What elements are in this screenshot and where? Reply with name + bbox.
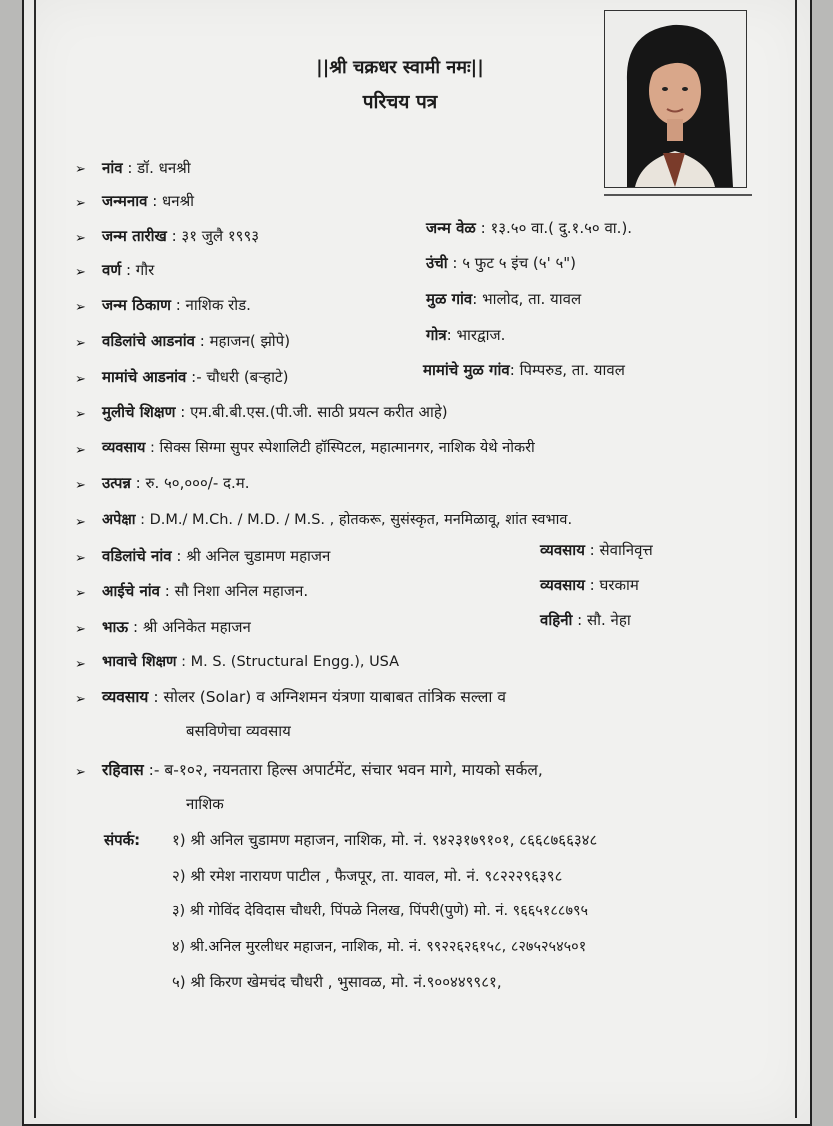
arrow-right-icon: ➢ — [75, 515, 86, 530]
contacts-label: संपर्क: — [104, 831, 141, 849]
detail-value: चौधरी (बऱ्हाटे) — [206, 368, 289, 386]
separator: : — [148, 688, 164, 706]
detail-label: मुलीचे शिक्षण — [102, 403, 176, 421]
arrow-right-icon: ➢ — [75, 443, 86, 458]
detail-value: धनश्री — [162, 192, 195, 210]
arrow-right-icon: ➢ — [75, 336, 86, 351]
right-detail-row — [540, 540, 653, 560]
detail-row — [102, 331, 290, 351]
detail-label: उंची — [426, 254, 448, 272]
business-continuation: बसविणेचा व्यवसाय — [186, 722, 291, 740]
detail-label: वहिनी — [540, 611, 573, 629]
arrow-right-icon: ➢ — [75, 657, 86, 672]
detail-value: १३.५० वा.( दु.१.५० वा.). — [490, 219, 633, 237]
detail-value: श्री अनिकेत महाजन — [142, 618, 251, 636]
detail-label: वर्ण — [102, 261, 122, 279]
right-border-line — [795, 0, 797, 1118]
left-border-line — [34, 0, 36, 1118]
detail-label: जन्म ठिकाण — [102, 296, 171, 314]
detail-label: अपेक्षा — [102, 512, 136, 528]
contact-item: ३) श्री गोविंद देविदास चौधरी, पिंपळे निलख, पिंपरी(पुणे) मो. नं. ९६६५१८८७९५ — [172, 903, 589, 919]
detail-value: घरकाम — [599, 576, 639, 594]
detail-label: वडिलांचे नांव — [102, 547, 172, 565]
detail-label: रहिवास — [102, 761, 144, 779]
detail-row — [102, 473, 249, 493]
separator: : — [176, 654, 191, 670]
detail-row — [102, 367, 288, 387]
detail-value: डॉ. धनश्री — [137, 159, 191, 177]
detail-value: सोलर (Solar) व अग्निशमन यंत्रणा याबाबत तांत्रिक सल्ला व — [163, 688, 506, 706]
detail-label: जन्म तारीख — [102, 227, 167, 245]
separator: : — [122, 159, 138, 177]
arrow-right-icon: ➢ — [75, 372, 86, 387]
detail-label: नांव — [102, 159, 123, 177]
separator: : — [472, 290, 483, 308]
separator: : — [584, 541, 600, 559]
detail-row — [102, 510, 572, 530]
detail-row — [102, 438, 535, 458]
separator: : — [135, 512, 150, 528]
detail-value: भारद्वाज. — [456, 326, 506, 344]
detail-label: व्यवसाय — [540, 576, 585, 594]
separator: : — [147, 192, 163, 210]
detail-label: मुळ गांव — [426, 290, 473, 308]
arrow-right-icon: ➢ — [75, 407, 86, 422]
right-detail-row — [426, 253, 576, 273]
detail-label: व्यवसाय — [540, 541, 585, 559]
separator: : — [166, 227, 182, 245]
detail-row — [102, 226, 259, 246]
separator: : — [446, 326, 457, 344]
detail-value: ब-१०२, नयनतारा हिल्स अपार्टमेंट, संचार भवन मागे, मायको सर्कल, — [164, 761, 543, 779]
right-detail-row — [426, 325, 505, 345]
separator: : — [572, 611, 587, 629]
contact-item: १) श्री अनिल चुडामण महाजन, नाशिक, मो. नं. ९४२३१७९१०१, ८६६८७६६३४८ — [172, 831, 598, 849]
separator: : — [175, 403, 191, 421]
document-title: परिचय पत्र — [362, 91, 438, 113]
right-detail-row — [426, 218, 632, 238]
arrow-right-icon: ➢ — [75, 300, 86, 315]
invocation-heading: ||श्री चक्रधर स्वामी नमः|| — [316, 57, 484, 78]
separator: : — [194, 332, 210, 350]
arrow-right-icon: ➢ — [75, 692, 86, 707]
detail-row — [102, 191, 194, 211]
detail-label: मामांचे आडनांव — [102, 368, 187, 386]
detail-row — [102, 652, 399, 672]
detail-value: M. S. (Structural Engg.), USA — [190, 654, 400, 670]
arrow-right-icon: ➢ — [75, 162, 86, 177]
right-detail-row — [423, 360, 625, 380]
arrow-right-icon: ➢ — [75, 622, 86, 637]
right-detail-row — [540, 575, 639, 595]
contact-item: ५) श्री किरण खेमचंद चौधरी , भुसावळ, मो. नं.९००४४९९८१, — [172, 973, 502, 991]
separator: :- — [143, 761, 165, 779]
detail-value: रु. ५०,०००/- द.म. — [145, 474, 250, 492]
separator: : — [171, 547, 187, 565]
detail-value: गौर — [135, 261, 155, 279]
detail-value: सौ निशा अनिल महाजन. — [174, 582, 309, 600]
separator: : — [447, 254, 463, 272]
arrow-right-icon: ➢ — [75, 478, 86, 493]
detail-label: भावाचे शिक्षण — [102, 654, 177, 670]
detail-value: एम.बी.बी.एस.(पी.जी. साठी प्रयत्न करीत आहे) — [190, 403, 448, 421]
arrow-right-icon: ➢ — [75, 586, 86, 601]
separator: :- — [186, 368, 207, 386]
detail-label: आईचे नांव — [102, 582, 160, 600]
detail-label: गोत्र — [426, 326, 447, 344]
detail-value: सेवानिवृत्त — [599, 541, 653, 559]
detail-row — [102, 687, 506, 707]
separator: : — [475, 219, 491, 237]
separator: : — [130, 474, 146, 492]
detail-value: सिक्स सिग्मा सुपर स्पेशालिटी हॉस्पिटल, महात्मानगर, नाशिक येथे नोकरी — [159, 440, 535, 456]
detail-value: महाजन( झोपे) — [209, 332, 291, 350]
detail-label: मामांचे मुळ गांव — [423, 361, 510, 379]
detail-label: व्यवसाय — [102, 440, 146, 456]
detail-value: D.M./ M.Ch. / M.D. / M.S. , होतकरू, सुसंस्कृत, मनमिळावू, शांत स्वभाव. — [149, 512, 573, 528]
detail-row — [102, 617, 251, 637]
contact-item: ४) श्री.अनिल मुरलीधर महाजन, नाशिक, मो. नं. ९९२२६२६१५८, ८२७५२५४५०१ — [172, 939, 587, 955]
photo-underline — [604, 194, 752, 196]
detail-label: जन्मनाव — [102, 192, 148, 210]
right-detail-row — [426, 289, 581, 309]
detail-value: सौ. नेहा — [587, 611, 631, 629]
arrow-right-icon: ➢ — [75, 231, 86, 246]
profile-photo-drawing — [605, 11, 746, 187]
profile-photo — [604, 10, 747, 188]
arrow-right-icon: ➢ — [75, 551, 86, 566]
arrow-right-icon: ➢ — [75, 196, 86, 211]
separator: : — [160, 582, 175, 600]
address-continuation: नाशिक — [186, 795, 224, 813]
detail-value: ५ फुट ५ इंच (५' ५") — [462, 254, 577, 272]
separator: : — [128, 618, 143, 636]
contact-item: २) श्री रमेश नारायण पाटील , फैजपूर, ता. यावल, मो. नं. ९८२२२९६३९८ — [172, 867, 563, 885]
detail-row — [102, 260, 154, 280]
separator: : — [145, 440, 160, 456]
detail-row — [102, 581, 308, 601]
detail-label: जन्म वेळ — [426, 219, 476, 237]
separator: : — [584, 576, 600, 594]
arrow-right-icon: ➢ — [75, 265, 86, 280]
separator: : — [121, 261, 136, 279]
detail-row — [102, 158, 191, 178]
detail-label: भाऊ — [102, 618, 129, 636]
separator: : — [509, 361, 520, 379]
detail-value: नाशिक रोड. — [185, 296, 251, 314]
detail-label: व्यवसाय — [102, 688, 149, 706]
detail-row — [102, 295, 251, 315]
arrow-right-icon: ➢ — [75, 765, 86, 780]
right-detail-row — [540, 610, 631, 630]
detail-label: उत्पन्न — [102, 474, 131, 492]
detail-value: श्री अनिल चुडामण महाजन — [186, 547, 331, 565]
separator: : — [170, 296, 186, 314]
detail-row — [102, 760, 543, 780]
detail-row — [102, 402, 448, 422]
detail-value: पिम्परुड, ता. यावल — [519, 361, 625, 379]
detail-value: भालोद, ता. यावल — [482, 290, 582, 308]
detail-value: ३१ जुलै १९९३ — [181, 227, 260, 245]
detail-label: वडिलांचे आडनांव — [102, 332, 195, 350]
detail-row — [102, 546, 330, 566]
